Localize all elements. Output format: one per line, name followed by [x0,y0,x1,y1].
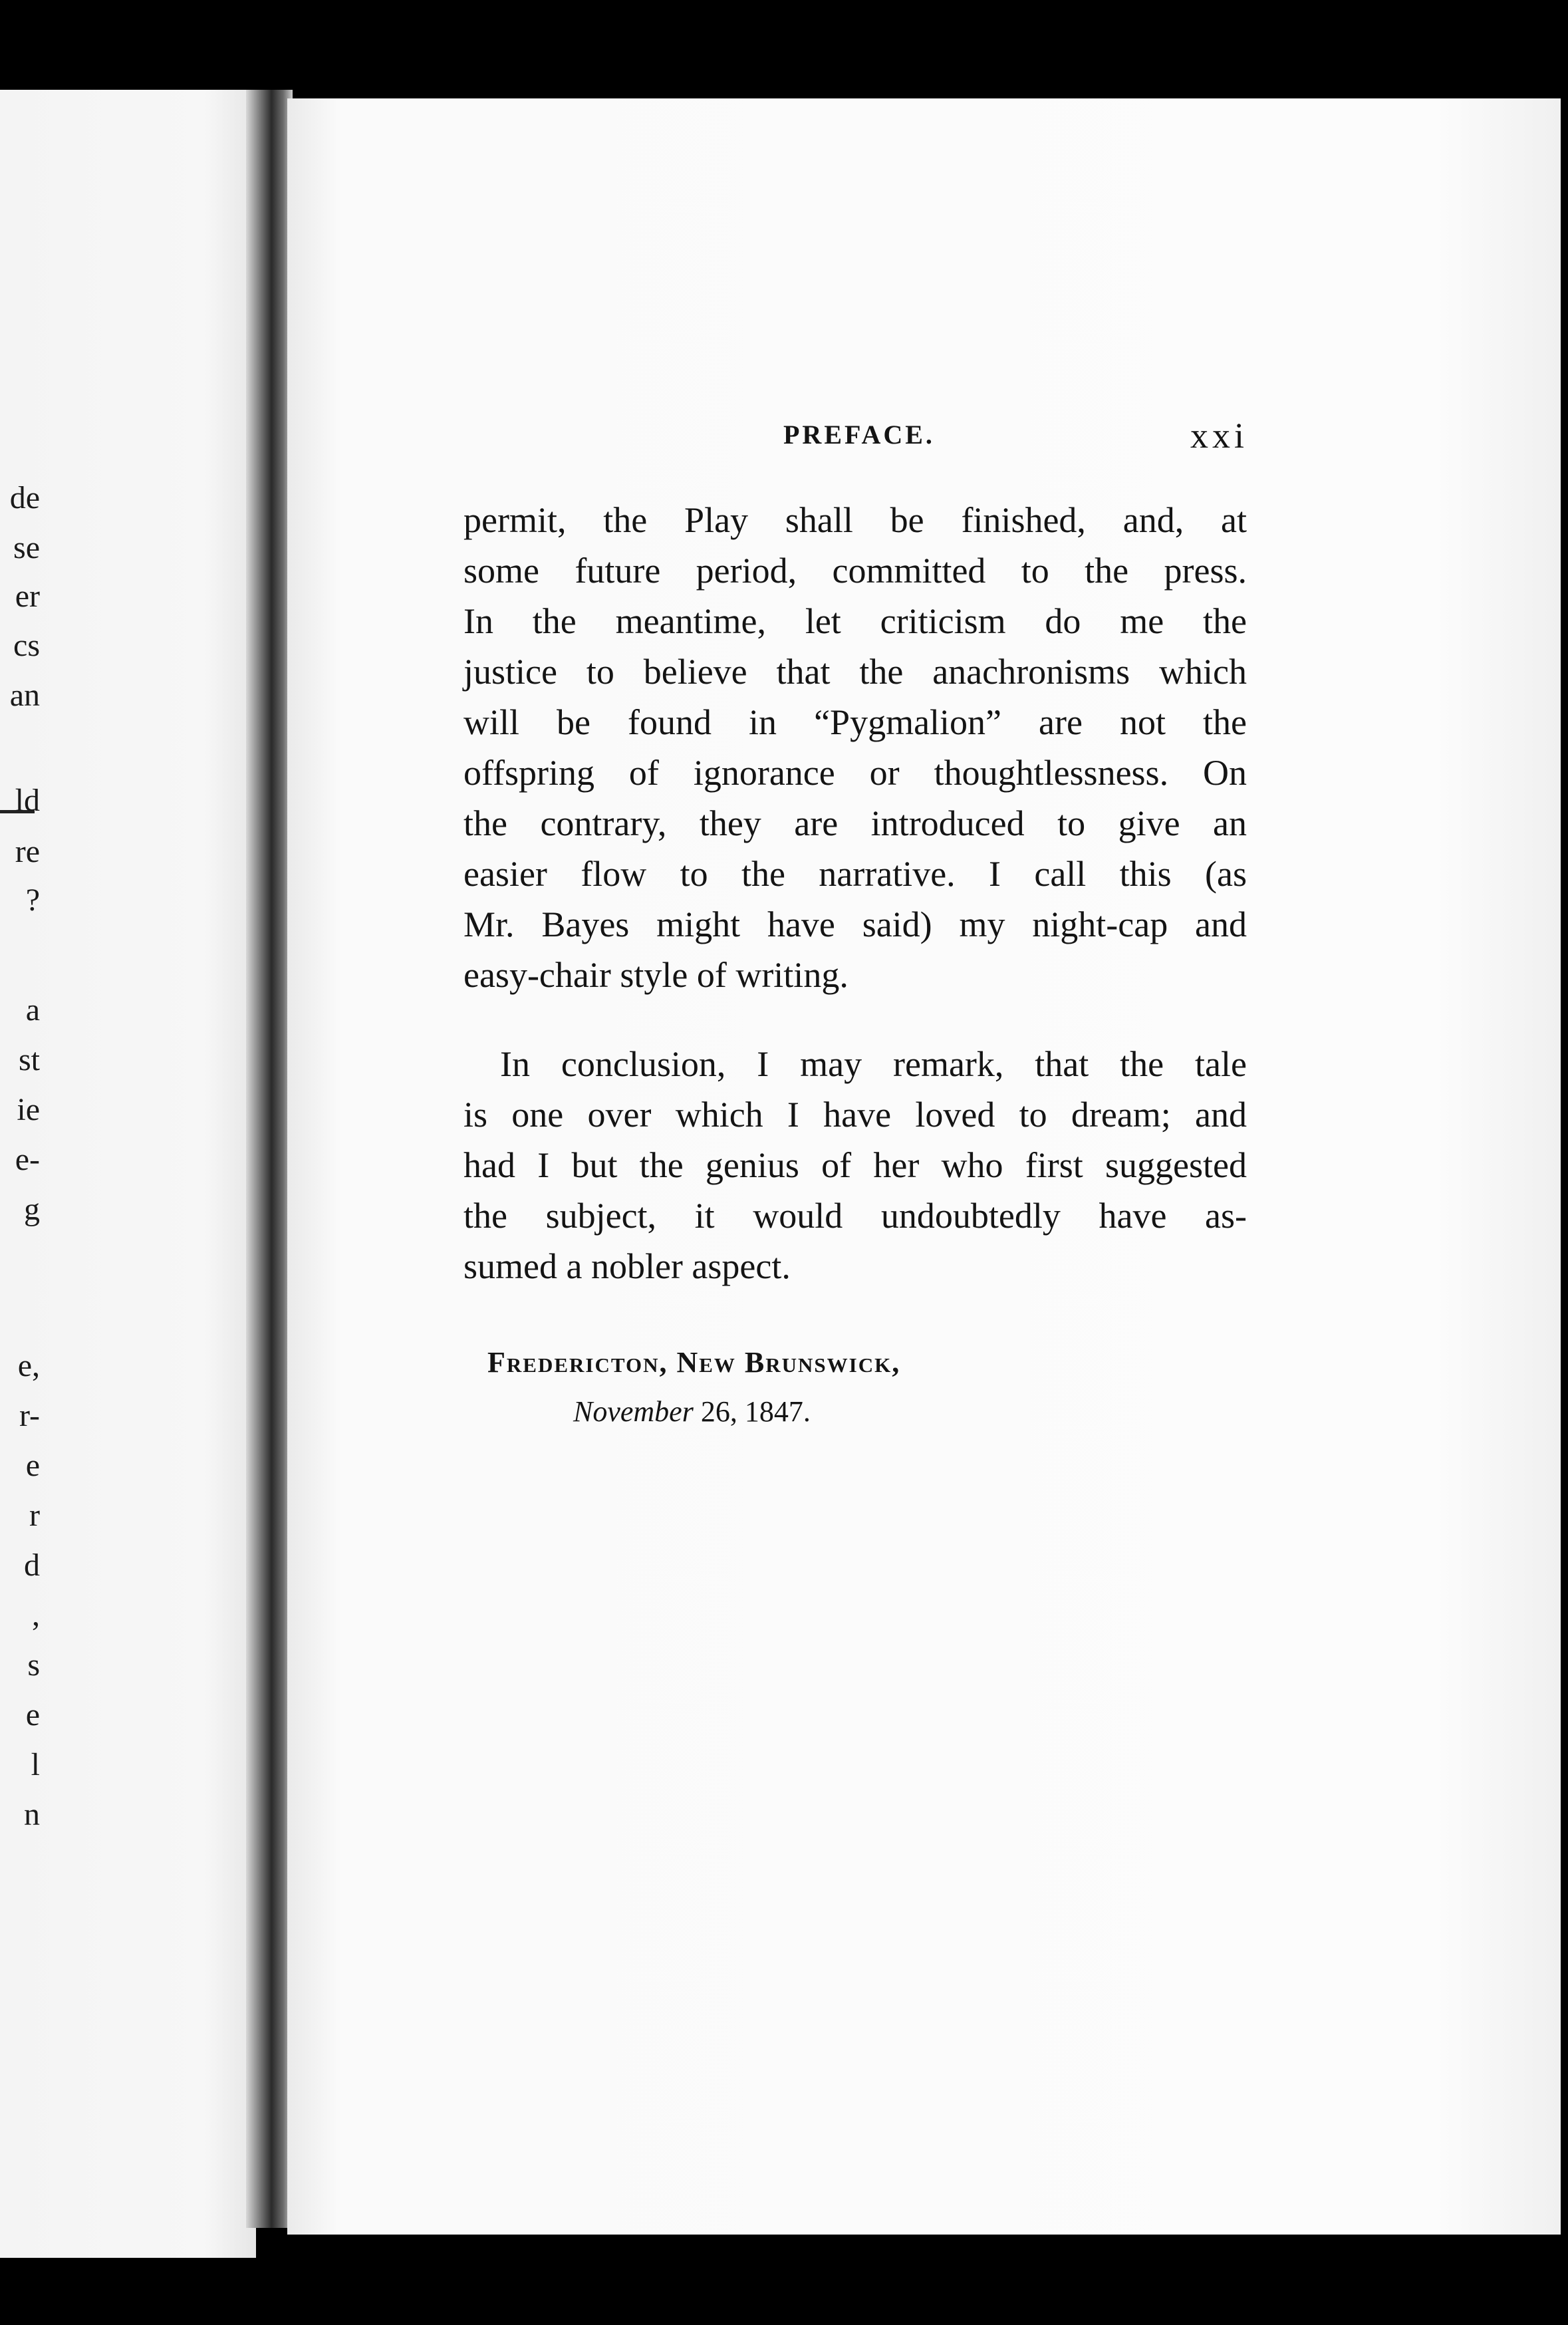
text-line: offspring of ignorance or thoughtlessness. On [463,753,1247,793]
book-spine [246,90,293,2228]
text-line: justice to believe that the anachronisms which [463,652,1247,692]
text-line: had I but the genius of her who first suggested [463,1145,1247,1185]
left-page-fragment: r [29,1498,40,1533]
text-line: will be found in “Pygmalion” are not the [463,702,1247,742]
text-line: In the meantime, let criticism do me the [463,601,1247,641]
text-line: some future period, committed to the press. [463,551,1247,591]
left-page-fragment: s [27,1647,40,1683]
signoff-day-year: 26, 1847. [700,1395,811,1428]
left-page-fragment: ? [25,883,40,918]
left-page-fragment: l [31,1747,40,1782]
left-page-fragment: an [9,678,40,713]
left-page-fragment: ie [17,1092,40,1127]
left-page-fragment: r- [19,1398,40,1433]
left-page-fragment: , [32,1597,40,1633]
left-page-fragment: re [15,834,40,869]
left-page-fragment: se [13,530,40,565]
running-head [0,416,1568,459]
text-line: easier flow to the narrative. I call this (as [463,854,1247,894]
left-page-fragment: a [25,992,40,1027]
text-line: the subject, it would undoubtedly have as- [463,1196,1247,1236]
signoff-place: Fredericton, New Brunswick, [487,1346,901,1379]
left-page-fragment: ld [15,783,40,818]
page-number: xxi [1190,416,1249,456]
text-line: the contrary, they are introduced to give an [463,803,1247,843]
left-page-fragment: e, [17,1348,40,1383]
left-page-fragment: er [15,579,40,614]
left-page-fragment: st [18,1042,40,1077]
left-page-fragment: d [24,1548,40,1583]
text-line: sumed a nobler aspect. [463,1246,791,1286]
left-page-fragment: e [25,1448,40,1483]
left-page-fragment: e- [15,1142,40,1177]
left-page-fragment: n [24,1797,40,1832]
left-page-fragment: g [24,1192,40,1227]
text-line: easy-chair style of writing. [463,955,849,995]
left-page-fragment: cs [13,628,40,663]
left-facing-page [0,90,256,2258]
signoff-month: November [573,1395,694,1428]
left-page-fragment: de [9,480,40,515]
signoff-date [573,1392,811,1432]
left-page-fragment: e [25,1697,40,1732]
running-head-title: PREFACE. [783,420,935,450]
text-line: In conclusion, I may remark, that the tale [500,1044,1247,1084]
text-line: permit, the Play shall be finished, and, at [463,500,1247,540]
text-line: Mr. Bayes might have said) my night-cap and [463,904,1247,944]
text-line: is one over which I have loved to dream; and [463,1095,1247,1135]
